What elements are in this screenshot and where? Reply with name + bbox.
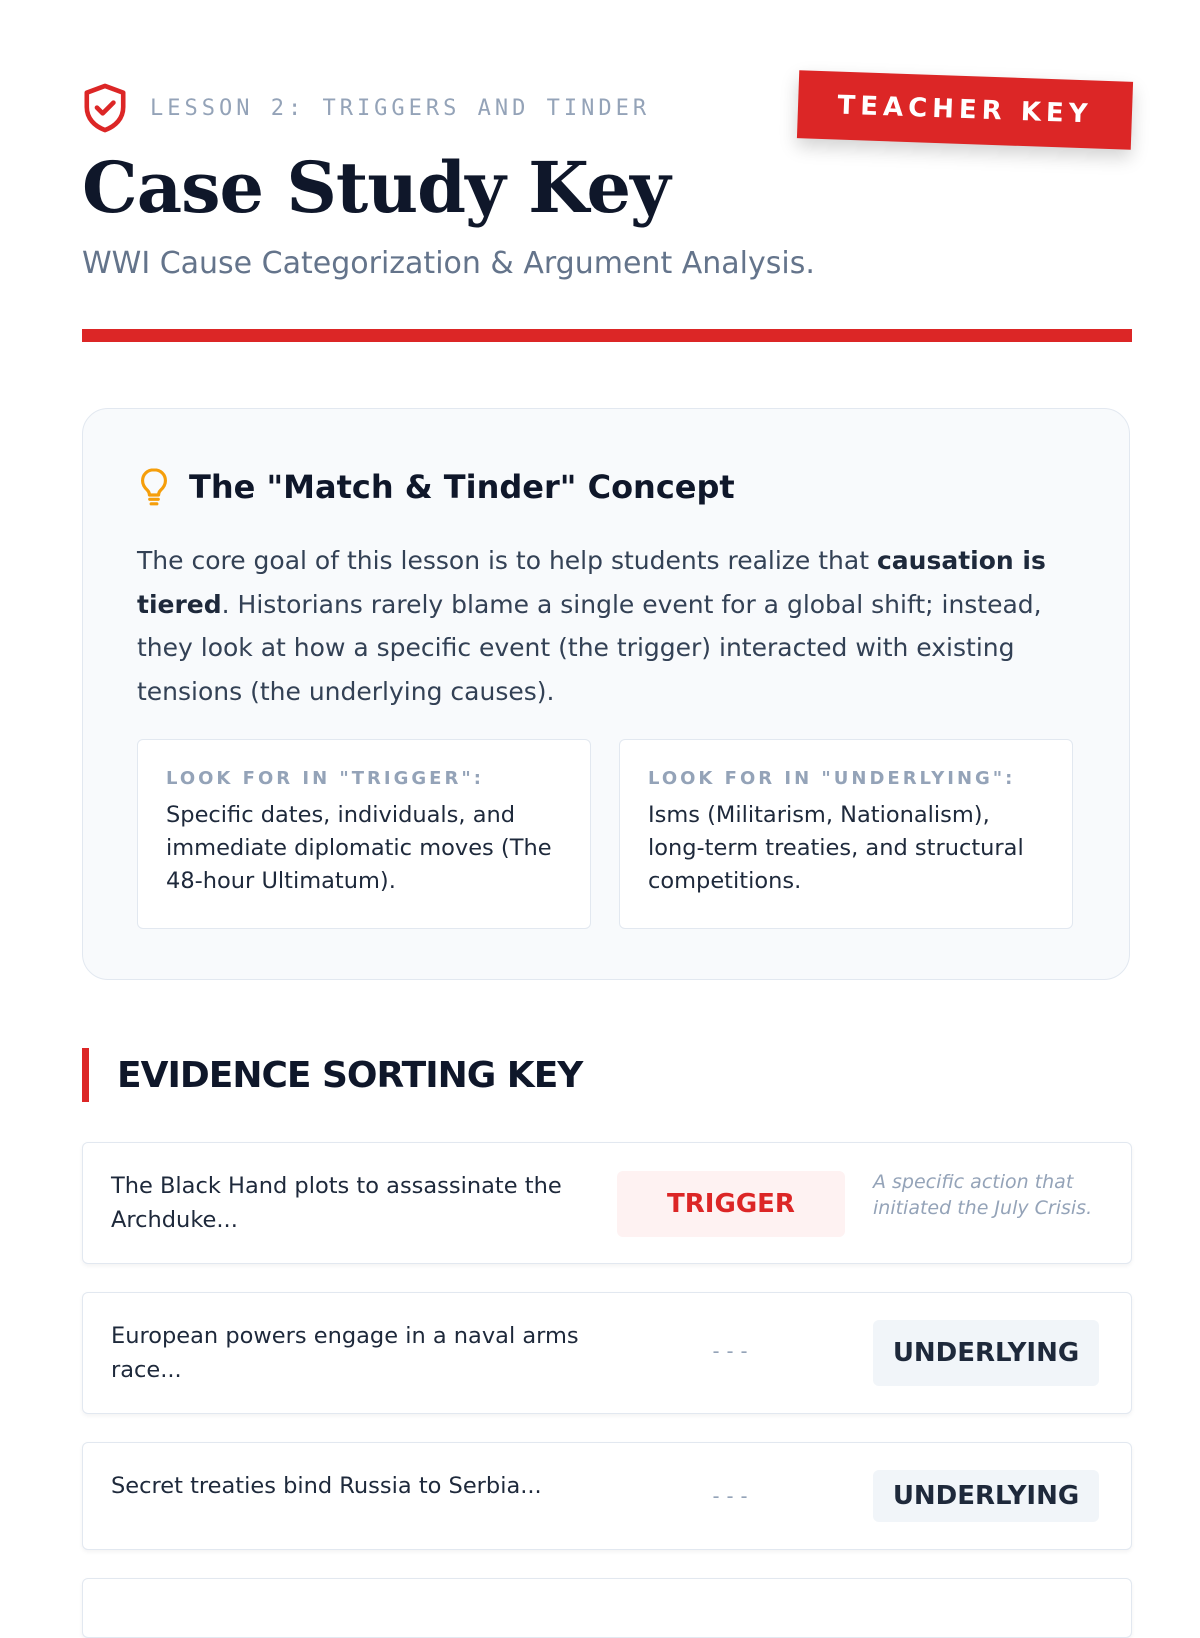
page-title: Case Study Key [82, 146, 670, 229]
evidence-note: A specific action that initiated the July Crisis. [873, 1171, 1093, 1219]
section-accent-bar [82, 1048, 89, 1102]
evidence-text: The Black Hand plots to assassinate the Archduke... [111, 1173, 562, 1233]
empty-placeholder: --- [709, 1484, 753, 1508]
header-divider [82, 329, 1132, 342]
underlying-lookfor-text: Isms (Militarism, Nationalism), long-term treaties, and structural competitions. [648, 802, 1024, 894]
evidence-section-header [82, 1048, 582, 1102]
lightbulb-icon [139, 467, 169, 507]
evidence-row [82, 1578, 1132, 1638]
evidence-row [82, 1292, 1132, 1414]
concept-title: The "Match & Tinder" Concept [189, 468, 735, 506]
lesson-header [82, 82, 650, 134]
concept-header [139, 467, 735, 507]
evidence-row [82, 1442, 1132, 1550]
shield-check-icon [82, 82, 128, 134]
trigger-label: TRIGGER [617, 1171, 845, 1237]
concept-card [82, 408, 1130, 980]
underlying-lookfor-label: LOOK FOR IN "UNDERLYING": [648, 768, 1016, 789]
evidence-text: Secret treaties bind Russia to Serbia... [111, 1473, 542, 1499]
underlying-lookfor-box [619, 739, 1073, 929]
page-subtitle: WWI Cause Categorization & Argument Analysis. [82, 246, 815, 281]
empty-placeholder: --- [709, 1339, 753, 1363]
underlying-label: UNDERLYING [873, 1470, 1099, 1522]
lesson-label: LESSON 2: TRIGGERS AND TINDER [150, 95, 651, 121]
concept-body-emphasis: causation is tiered [137, 546, 1046, 619]
trigger-lookfor-text: Specific dates, individuals, and immediate diplomatic moves (The 48-hour Ultimatum). [166, 802, 552, 894]
concept-body [137, 539, 1077, 713]
section-title: EVIDENCE SORTING KEY [117, 1054, 583, 1096]
underlying-label: UNDERLYING [873, 1320, 1099, 1386]
concept-body-intro: The core goal of this lesson is to help students realize that [137, 546, 877, 575]
evidence-row [82, 1142, 1132, 1264]
trigger-lookfor-box [137, 739, 591, 929]
concept-body-rest: . Historians rarely blame a single event for a global shift; instead, they look at how a specific event (the trigger) interacted with existing tensions (the underlying causes). [137, 589, 1042, 706]
trigger-lookfor-label: LOOK FOR IN "TRIGGER": [166, 768, 484, 789]
evidence-text: European powers engage in a naval arms race... [111, 1323, 579, 1383]
teacher-key-badge: TEACHER KEY [797, 70, 1133, 150]
